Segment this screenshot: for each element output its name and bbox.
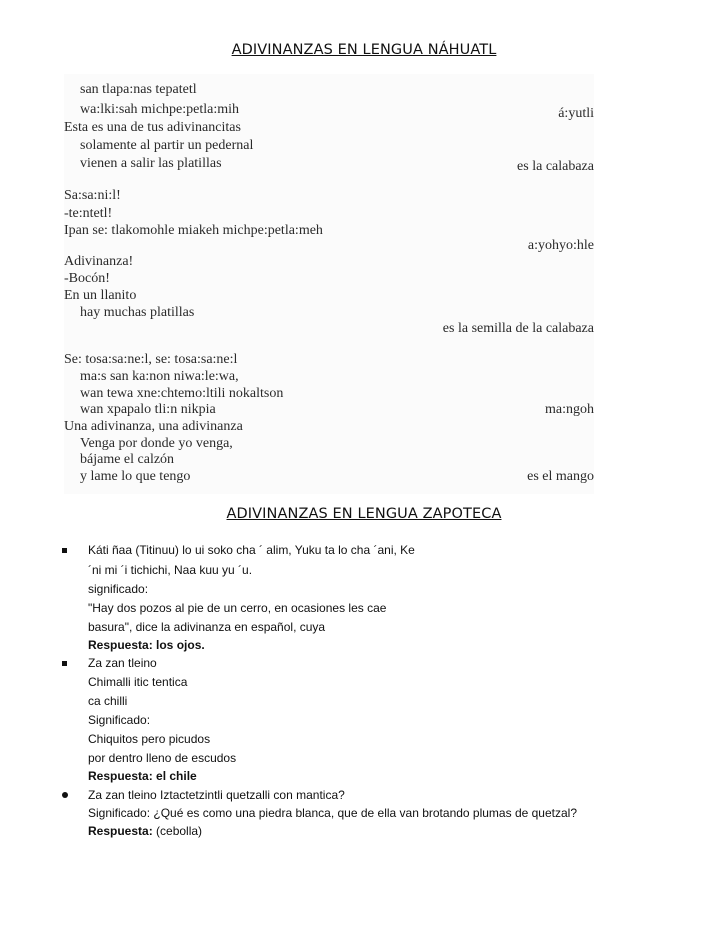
zapoteca-line: Za zan tleino (88, 656, 157, 670)
nahuatl-answer-spanish: es el mango (527, 469, 594, 484)
zapoteca-line: Chiquitos pero picudos (88, 732, 211, 746)
nahuatl-line: ma:s san ka:non niwa:le:wa, (80, 369, 239, 384)
zapoteca-line: por dentro lleno de escudos (88, 751, 237, 765)
zapoteca-answer: Respuesta: el chile (88, 769, 197, 783)
nahuatl-line: solamente al partir un pedernal (80, 138, 254, 153)
nahuatl-line: Una adivinanza, una adivinanza (64, 419, 243, 434)
zapoteca-line: Za zan tleino Iztactetzintli quetzalli con mantica? (88, 788, 345, 802)
nahuatl-line: wan tewa xne:chtemo:ltili nokaltson (80, 386, 284, 401)
nahuatl-line: En un llanito (64, 288, 137, 303)
zapoteca-line: ca chilli (88, 694, 128, 708)
nahuatl-line: vienen a salir las platillas (80, 156, 222, 171)
zapoteca-line: basura", dice la adivinanza en español, cuya (88, 620, 326, 634)
nahuatl-line: hay muchas platillas (80, 305, 195, 320)
nahuatl-line: -te:ntetl! (64, 206, 113, 221)
nahuatl-section-title: ADIVINANZAS EN LENGUA NÁHUATL (231, 42, 497, 58)
bullet-icon (62, 661, 67, 666)
nahuatl-answer-spanish: es la calabaza (517, 159, 594, 174)
zapoteca-line: "Hay dos pozos al pie de un cerro, en ocasiones les cae (88, 601, 387, 615)
nahuatl-line: Venga por donde yo venga, (80, 436, 233, 451)
zapoteca-line: ´ni mi ´i tichichi, Naa kuu yu ´u. (88, 563, 253, 577)
nahuatl-line: y lame lo que tengo (80, 469, 191, 484)
zapoteca-answer-value: (cebolla) (152, 824, 203, 838)
zapoteca-line: Chimalli itic tentica (88, 675, 188, 689)
nahuatl-line: -Bocón! (64, 271, 110, 286)
nahuatl-line: san tlapa:nas tepatetl (80, 82, 197, 97)
zapoteca-section-title: ADIVINANZAS EN LENGUA ZAPOTECA (226, 506, 502, 522)
zapoteca-line: significado: (88, 582, 149, 596)
nahuatl-answer-native: a:yohyo:hle (527, 238, 594, 253)
zapoteca-line: Significado: ¿Qué es como una piedra blanca, que de ella van brotando plumas de quetzal? (88, 806, 577, 820)
nahuatl-line: wa:lki:sah michpe:petla:mih (80, 102, 240, 117)
nahuatl-answer-native: ma:ngoh (545, 402, 594, 417)
zapoteca-answer: Respuesta: los ojos. (88, 638, 205, 652)
bullet-icon (62, 792, 68, 798)
nahuatl-line: Adivinanza! (64, 254, 134, 269)
nahuatl-line: Sa:sa:ni:l! (64, 188, 121, 203)
nahuatl-line: wan xpapalo tli:n nikpia (80, 402, 216, 417)
zapoteca-line: Káti ñaa (Titinuu) lo ui soko cha ´ alim, Yuku ta lo cha ´ani, Ke (88, 543, 415, 557)
nahuatl-line: Se: tosa:sa:ne:l, se: tosa:sa:ne:l (64, 352, 238, 367)
zapoteca-answer (88, 824, 202, 839)
nahuatl-line: bájame el calzón (80, 452, 175, 467)
nahuatl-line: Ipan se: tlakomohle miakeh michpe:petla:meh (64, 223, 323, 238)
zapoteca-answer-label: Respuesta: (88, 824, 153, 838)
bullet-icon (62, 548, 67, 553)
nahuatl-line: Esta es una de tus adivinancitas (64, 120, 241, 135)
nahuatl-answer-native: á:yutli (558, 106, 594, 121)
zapoteca-line: Significado: (88, 713, 151, 727)
nahuatl-scanned-text (64, 74, 594, 494)
nahuatl-answer-spanish: es la semilla de la calabaza (442, 321, 594, 336)
